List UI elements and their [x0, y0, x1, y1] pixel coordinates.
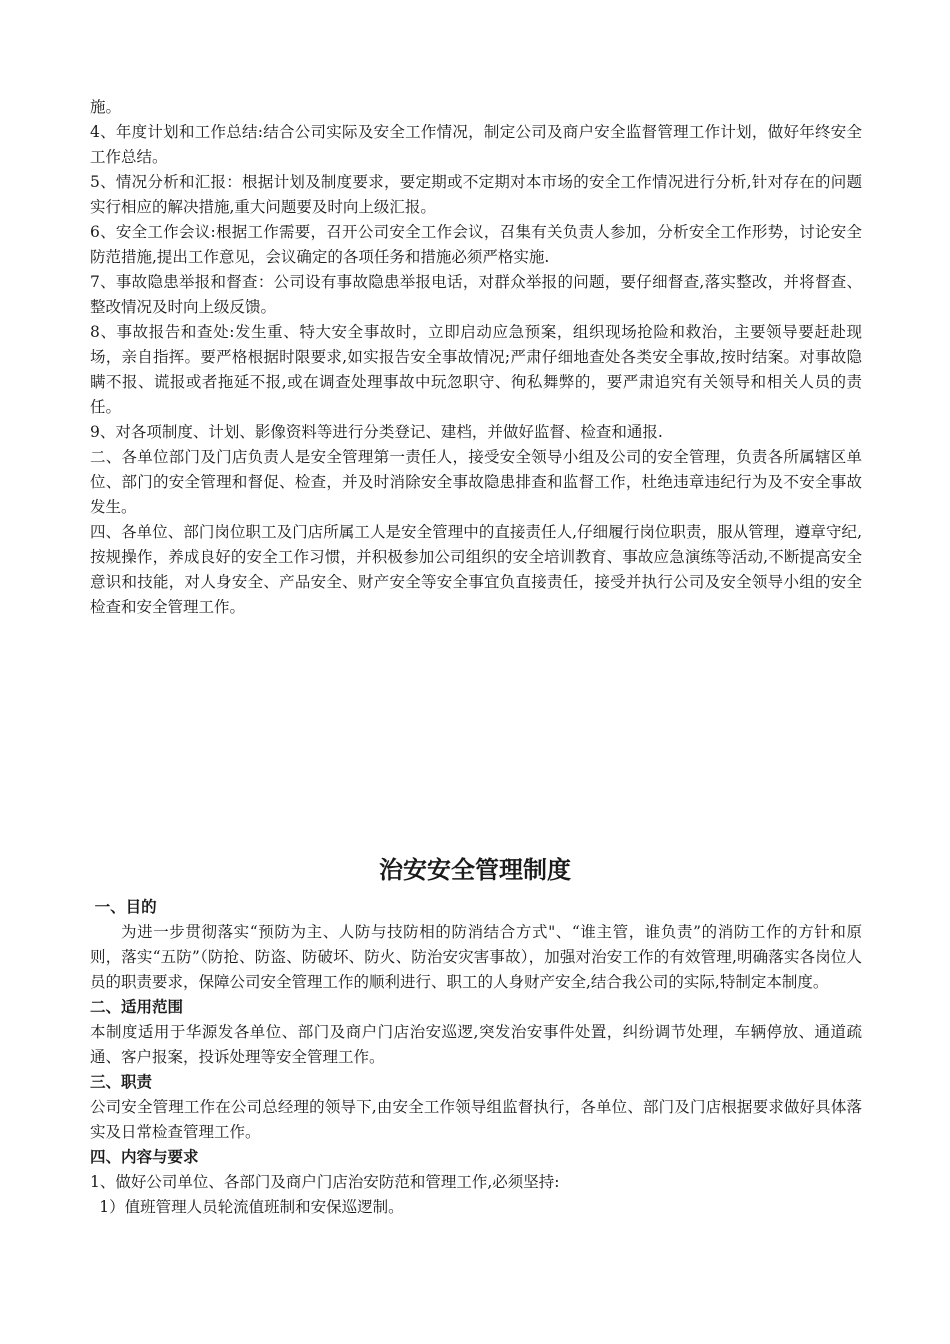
duties-text: 公司安全管理工作在公司总经理的领导下,由安全工作领导组监督执行，各单位、部门及门店根据要求做好具体落实及日常检查管理工作。 [90, 1098, 862, 1141]
top-section [90, 95, 862, 620]
content-subitem-1: 1）值班管理人员轮流值班制和安保巡逻制。 [99, 1198, 404, 1216]
document-title: 治安安全管理制度 [379, 856, 571, 884]
paragraph-item-8: 8、事故报告和查处:发生重、特大安全事故时，立即启动应急预案，组织现场抢险和救治，主要领导要赶赴现场，亲自指挥。要严格根据时限要求,如实报告安全事故情况;严肃仔细地查处各类安全事故,按时结案。对事故隐瞒不报、谎报或者拖延不报,或在调查处理事故中玩忽职守、徇私舞弊的，要严肃追究有关领导和相关人员的责任。 [90, 323, 862, 416]
paragraph-item-7: 7、事故隐患举报和督查：公司设有事故隐患举报电话，对群众举报的问题，要仔细督查,落实整改，并将督查、整改情况及时向上级反馈。 [90, 273, 862, 316]
scope-text: 本制度适用于华源发各单位、部门及商户门店治安巡逻,突发治安事件处置，纠纷调节处理，车辆停放、通道疏通、客户报案，投诉处理等安全管理工作。 [90, 1023, 862, 1066]
section-heading-content: 四、内容与要求 [90, 1148, 199, 1166]
paragraph-item-6: 6、安全工作会议:根据工作需要，召开公司安全工作会议，召集有关负责人参加，分析安全工作形势，讨论安全防范措施,提出工作意见，会议确定的各项任务和措施必须严格实施. [90, 223, 862, 266]
section-heading-purpose: 一、目的 [94, 898, 157, 916]
section-heading-duties: 三、职责 [90, 1073, 153, 1091]
paragraph-item-4: 4、年度计划和工作总结:结合公司实际及安全工作情况，制定公司及商户安全监督管理工作计划，做好年终安全工作总结。 [90, 123, 862, 166]
content-item-1: 1、做好公司单位、各部门及商户门店治安防范和管理工作,必须坚持: [90, 1173, 560, 1191]
paragraph-item-9: 9、对各项制度、计划、影像资料等进行分类登记、建档，并做好监督、检查和通报. [90, 423, 663, 441]
purpose-text: 为进一步贯彻落实“预防为主、人防与技防相的防消结合方式"、“谁主管，谁负责”的消防工作的方针和原则，落实“五防”（防抢、防盗、防破坏、防火、防治安灾害事故），加强对治安工作的有效管理,明确落实各岗位人员的职责要求，保障公司安全管理工作的顺利进行、职工的人身财产安全,结合我公司的实际,特制定本制度。 [90, 923, 862, 991]
section-heading-scope: 二、适用范围 [90, 998, 184, 1016]
paragraph-item-5: 5、情况分析和汇报：根据计划及制度要求，要定期或不定期对本市场的安全工作情况进行分析,针对存在的问题实行相应的解决措施,重大问题要及时向上级汇报。 [90, 173, 862, 216]
paragraph-section-four: 四、各单位、部门岗位职工及门店所属工人是安全管理中的直接责任人,仔细履行岗位职责，服从管理，遵章守纪,按规操作，养成良好的安全工作习惯，并积极参加公司组织的安全培训教育、事故应急演练等活动,不断提高安全意识和技能，对人身安全、产品安全、财产安全等安全事宜负直接责任，接受并执行公司及安全领导小组的安全检查和安全管理工作。 [90, 523, 862, 616]
paragraph-section-two: 二、各单位部门及门店负责人是安全管理第一责任人，接受安全领导小组及公司的安全管理，负责各所属辖区单位、部门的安全管理和督促、检查，并及时消除安全事故隐患排查和监督工作，杜绝违章违纪行为及不安全事故发生。 [90, 448, 862, 516]
regulation-body [90, 895, 862, 1220]
paragraph-continuation: 施。 [90, 98, 122, 116]
